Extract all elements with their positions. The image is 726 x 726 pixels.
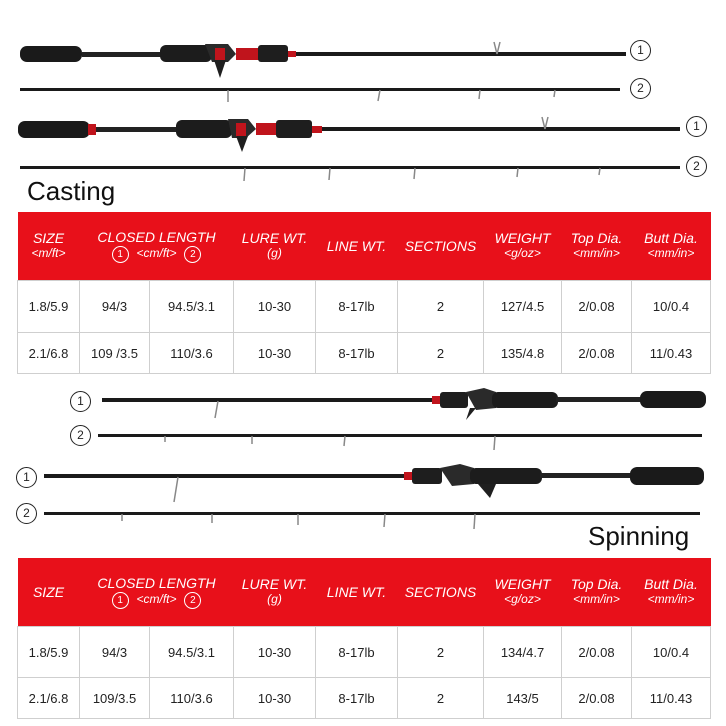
header-sections: [398, 558, 484, 627]
header-butt-dia-label: Butt Dia.: [644, 230, 698, 246]
header-butt-dia-unit: <mm/in>: [647, 246, 695, 260]
header-size: [18, 558, 80, 627]
header-lure-wt-label: LURE WT.: [241, 576, 308, 592]
casting-heading: Casting: [27, 176, 116, 206]
header-lure-wt-unit: (g): [267, 592, 282, 606]
casting-rods: [0, 0, 726, 185]
cell-butt-dia: 10/0.4: [632, 281, 711, 333]
table-row: [18, 333, 711, 374]
header-lure-wt: [234, 212, 316, 281]
cell-weight: 143/5: [484, 678, 562, 719]
header-top-dia-unit: <mm/in>: [573, 246, 620, 260]
header-sections-label: SECTIONS: [404, 583, 477, 600]
header-top-dia-label: Top Dia.: [570, 230, 623, 246]
spinning-rod-1-tip-marker: 2: [70, 425, 91, 446]
header-size-label: SIZE: [32, 230, 65, 246]
closed-length-marker-1: 1: [112, 246, 129, 263]
header-weight: [484, 558, 562, 627]
spinning-rods: [0, 380, 726, 530]
cell-size: 1.8/5.9: [18, 281, 80, 333]
header-sections: [398, 212, 484, 281]
casting-rod-2-butt-marker: 1: [686, 116, 707, 137]
cell-top-dia: 2/0.08: [562, 678, 632, 719]
header-top-dia-label: Top Dia.: [570, 576, 623, 592]
cell-line-wt: 8-17lb: [316, 281, 398, 333]
cell-size: 1.8/5.9: [18, 627, 80, 678]
header-line-wt: [316, 558, 398, 627]
header-weight: [484, 212, 562, 281]
header-weight-label: WEIGHT: [494, 576, 551, 592]
closed-length-marker-2: 2: [184, 246, 201, 263]
casting-rod-1-butt-section: [0, 0, 726, 185]
cell-closed-length-1: 94/3: [80, 281, 150, 333]
header-closed-length: [80, 212, 234, 281]
cell-top-dia: 2/0.08: [562, 333, 632, 374]
header-lure-wt: [234, 558, 316, 627]
header-closed-length-label: CLOSED LENGTH: [97, 228, 216, 245]
header-butt-dia: [632, 212, 711, 281]
cell-size: 2.1/6.8: [18, 678, 80, 719]
header-top-dia-unit: <mm/in>: [573, 592, 620, 606]
cell-closed-length-1: 94/3: [80, 627, 150, 678]
cell-butt-dia: 11/0.43: [632, 333, 711, 374]
cell-sections: 2: [398, 627, 484, 678]
cell-line-wt: 8-17lb: [316, 678, 398, 719]
header-weight-label: WEIGHT: [494, 230, 551, 246]
cell-sections: 2: [398, 333, 484, 374]
cell-sections: 2: [398, 678, 484, 719]
header-size-label: SIZE: [32, 583, 65, 600]
cell-size: 2.1/6.8: [18, 333, 80, 374]
casting-header-row: [18, 212, 711, 281]
header-closed-length-label: CLOSED LENGTH: [97, 574, 216, 591]
cell-sections: 2: [398, 281, 484, 333]
cell-lure-wt: 10-30: [234, 333, 316, 374]
header-weight-unit: <g/oz>: [504, 592, 541, 606]
cell-weight: 127/4.5: [484, 281, 562, 333]
spinning-rod-2-tip-marker: 2: [16, 503, 37, 524]
spinning-rod-1-butt-marker: 1: [70, 391, 91, 412]
header-top-dia: [562, 212, 632, 281]
cell-lure-wt: 10-30: [234, 678, 316, 719]
cell-butt-dia: 10/0.4: [632, 627, 711, 678]
spinning-rods-drawing: [0, 380, 726, 530]
closed-length-marker-1: 1: [112, 592, 129, 609]
cell-closed-length-1: 109/3.5: [80, 678, 150, 719]
spinning-rod-2-butt-marker: 1: [16, 467, 37, 488]
cell-closed-length-2: 110/3.6: [150, 678, 234, 719]
cell-closed-length-2: 94.5/3.1: [150, 281, 234, 333]
cell-closed-length-1: 109 /3.5: [80, 333, 150, 374]
table-row: [18, 678, 711, 719]
header-lure-wt-unit: (g): [267, 246, 282, 260]
cell-line-wt: 8-17lb: [316, 333, 398, 374]
header-top-dia: [562, 558, 632, 627]
cell-weight: 135/4.8: [484, 333, 562, 374]
cell-lure-wt: 10-30: [234, 627, 316, 678]
cell-butt-dia: 11/0.43: [632, 678, 711, 719]
spinning-heading: Spinning: [588, 521, 690, 551]
header-closed-length: [80, 558, 234, 627]
header-size: [18, 212, 80, 281]
table-row: [18, 281, 711, 333]
casting-rod-1-butt-marker: 1: [630, 40, 651, 61]
header-butt-dia-unit: <mm/in>: [647, 592, 695, 606]
casting-spec-table: [17, 212, 711, 374]
header-line-wt-label: LINE WT.: [326, 237, 387, 254]
closed-length-marker-2: 2: [184, 592, 201, 609]
cell-weight: 134/4.7: [484, 627, 562, 678]
header-closed-length-unit: <cm/ft>: [136, 245, 177, 260]
casting-rod-1-tip-marker: 2: [630, 78, 651, 99]
header-sections-label: SECTIONS: [404, 237, 477, 254]
casting-rod-2-tip-marker: 2: [686, 156, 707, 177]
header-butt-dia-label: Butt Dia.: [644, 576, 698, 592]
spinning-header-row: [18, 558, 711, 627]
header-closed-length-unit: <cm/ft>: [136, 591, 177, 606]
spinning-spec-table: [17, 558, 711, 719]
cell-line-wt: 8-17lb: [316, 627, 398, 678]
header-size-unit: <m/ft>: [31, 246, 66, 260]
cell-lure-wt: 10-30: [234, 281, 316, 333]
cell-top-dia: 2/0.08: [562, 627, 632, 678]
table-row: [18, 627, 711, 678]
header-butt-dia: [632, 558, 711, 627]
cell-closed-length-2: 110/3.6: [150, 333, 234, 374]
cell-closed-length-2: 94.5/3.1: [150, 627, 234, 678]
header-line-wt: [316, 212, 398, 281]
header-weight-unit: <g/oz>: [504, 246, 541, 260]
header-line-wt-label: LINE WT.: [326, 583, 387, 600]
header-lure-wt-label: LURE WT.: [241, 230, 308, 246]
cell-top-dia: 2/0.08: [562, 281, 632, 333]
